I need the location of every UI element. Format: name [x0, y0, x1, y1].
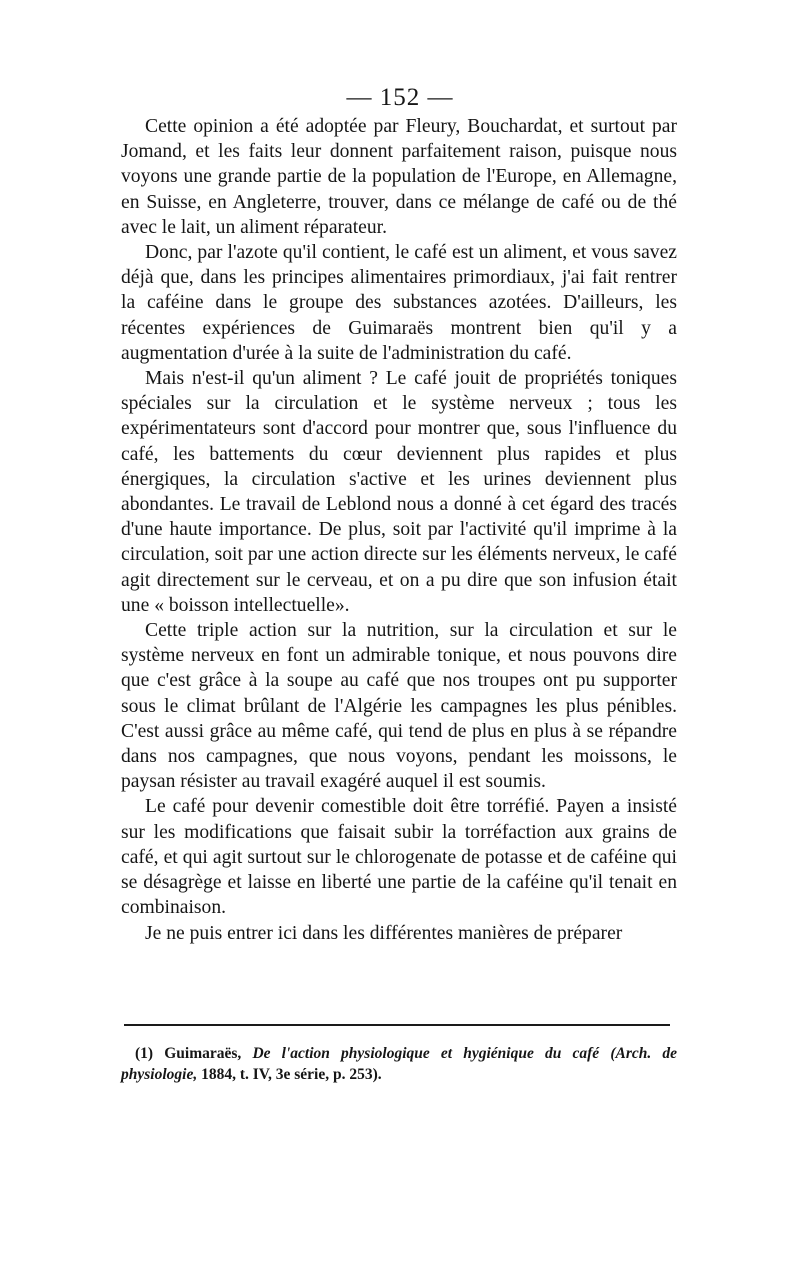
footnote-title: De l'action physiologique et hygiénique du café (Arch. de physiologie, [121, 1045, 678, 1083]
footnote [121, 1043, 677, 1085]
paragraph: Mais n'est-il qu'un aliment ? Le café jouit de propriétés toniques spéciales sur la circulation et le système nerveux ; tous les expérimentateurs sont d'accord pour montrer que, sous l'influence du café, les battements du cœur deviennent plus rapides et plus énergiques, la circulation s'active et les urines deviennent plus abondantes. Le travail de Leblond nous a donné à cet égard des tracés d'une haute importance. De plus, soit par l'activité qu'il imprime à la circulation, soit par une action directe sur les éléments nerveux, le café agit directement sur le cerveau, et on a pu dire que son infusion était une « boisson intellectuelle». [121, 368, 677, 616]
body-text [121, 114, 677, 946]
paragraph: Je ne puis entrer ici dans les différentes manières de préparer [145, 922, 623, 944]
paragraph: Cette opinion a été adoptée par Fleury, Bouchardat, et surtout par Jomand, et les faits leur donnent parfaitement raison, puisque nous voyons une grande partie de la population de l'Europe, en Allemagne, en Suisse, en Angleterre, trouver, dans ce mélange de café ou de thé avec le lait, un aliment réparateur. [121, 116, 677, 238]
footnote-marker: (1) [135, 1045, 154, 1062]
paragraph: Le café pour devenir comestible doit être torréfié. Payen a insisté sur les modifications que faisait subir la torréfaction aux grains de café, et qui agit surtout sur le chlorogenate de potasse et de caféine qui se désagrège et laisse en liberté une partie de la caféine qu'il tenait en combinaison. [121, 796, 677, 919]
page-number: — 152 — [346, 84, 454, 111]
footnote-author: Guimaraës, [164, 1045, 242, 1062]
footnote-rule [124, 1024, 670, 1026]
paragraph: Donc, par l'azote qu'il contient, le café est un aliment, et vous savez déjà que, dans les principes alimentaires primordiaux, j'ai fait rentrer la caféine dans le groupe des substances azotées. D'ailleurs, les récentes expériences de Guimaraës montrent bien qu'il y a augmentation d'urée à la suite de l'administration du café. [121, 242, 677, 364]
paragraph: Cette triple action sur la nutrition, sur la circulation et sur le système nerveux en font un admirable tonique, et nous pouvons dire que c'est grâce à la soupe au café que nos troupes ont pu supporter sous le climat brûlant de l'Algérie les campagnes les plus pénibles. C'est aussi grâce au même café, qui tend de plus en plus à se répandre dans nos campagnes, que nous voyons, pendant les moissons, le paysan résister au travail exagéré auquel il est soumis. [121, 620, 677, 793]
footnote-details: 1884, t. IV, 3e série, p. 253). [201, 1066, 382, 1083]
